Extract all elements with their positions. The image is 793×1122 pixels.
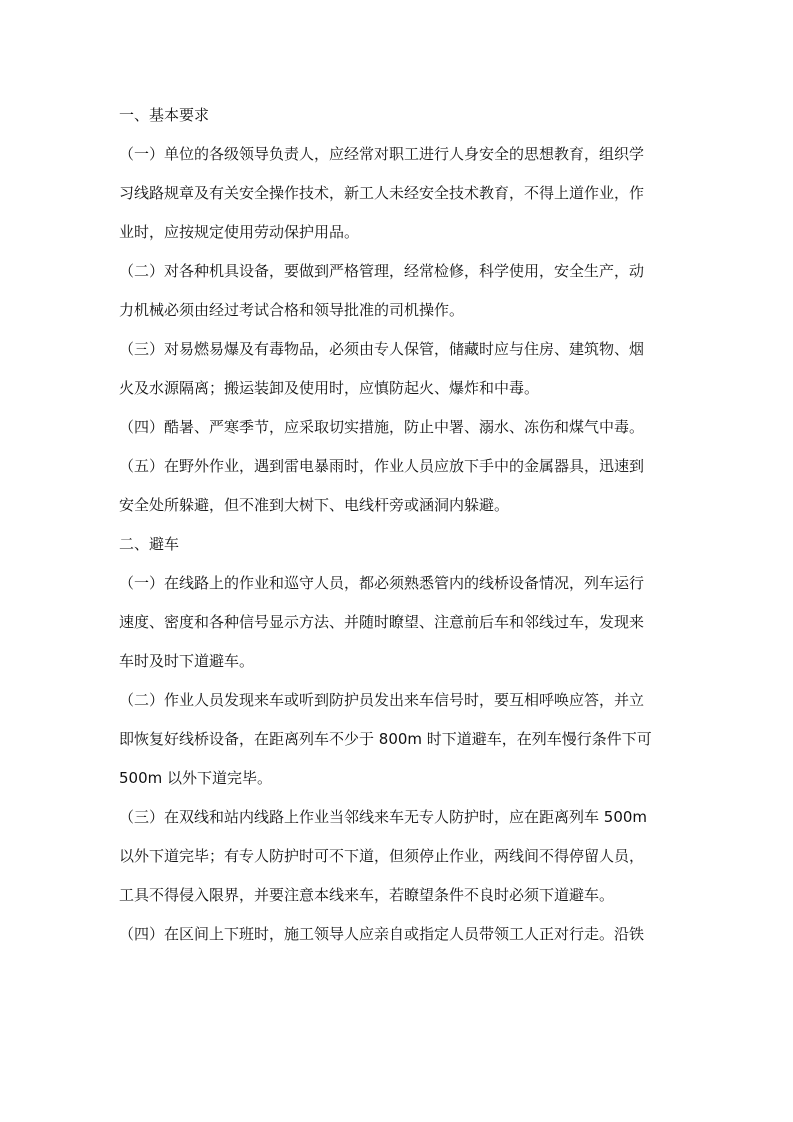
paragraph-line: （一）单位的各级领导负责人，应经常对职工进行人身安全的思想教育，组织学 (119, 145, 645, 163)
paragraph-line: 力机械必须由经过考试合格和领导批准的司机操作。 (119, 301, 465, 319)
paragraph (119, 257, 679, 335)
paragraph-line: 安全处所躲避，但不准到大树下、电线杆旁或涵洞内躲避。 (119, 496, 510, 514)
section-heading: 二、避车 (119, 535, 180, 553)
section-heading: 一、基本要求 (119, 106, 210, 124)
paragraph (119, 920, 679, 959)
paragraph-line: 车时及时下道避车。 (119, 652, 255, 670)
paragraph-line: 以外下道完毕；有专人防护时可不下道，但须停止作业，两线间不得停留人员， (119, 847, 645, 865)
paragraph (119, 335, 679, 413)
paragraph-line: （五）在野外作业，遇到雷电暴雨时，作业人员应放下手中的金属器具，迅速到 (119, 457, 645, 475)
paragraph (119, 569, 679, 686)
paragraph-line: 业时，应按规定使用劳动保护用品。 (119, 223, 360, 241)
paragraph (119, 803, 679, 920)
paragraph-line: （三）在双线和站内线路上作业当邻线来车无专人防护时，应在距离列车 500m (119, 808, 648, 826)
paragraph-line: （一）在线路上的作业和巡守人员，都必须熟悉管内的线桥设备情况，列车运行 (119, 574, 645, 592)
paragraph (119, 140, 679, 257)
paragraph-line: 工具不得侵入限界，并要注意本线来车，若瞭望条件不良时必须下道避车。 (119, 886, 615, 904)
paragraph (119, 686, 679, 803)
paragraph-line: 即恢复好线桥设备，在距离列车不少于 800m 时下道避车，在列车慢行条件下可 (119, 730, 652, 748)
document-body (119, 101, 679, 959)
paragraph-line: （三）对易燃易爆及有毒物品，必须由专人保管，储藏时应与住房、建筑物、烟 (119, 340, 645, 358)
paragraph-line: （二）对各种机具设备，要做到严格管理，经常检修，科学使用，安全生产，动 (119, 262, 645, 280)
paragraph-line: （四）酷暑、严寒季节，应采取切实措施，防止中署、溺水、冻伤和煤气中毒。 (119, 418, 645, 436)
paragraph-line: 500m 以外下道完毕。 (119, 769, 273, 787)
paragraph-line: 速度、密度和各种信号显示方法、并随时瞭望、注意前后车和邻线过车，发现来 (119, 613, 645, 631)
paragraph (119, 413, 679, 452)
paragraph-line: （四）在区间上下班时，施工领导人应亲自或指定人员带领工人正对行走。沿铁 (119, 925, 645, 943)
paragraph-line: 习线路规章及有关安全操作技术，新工人未经安全技术教育，不得上道作业，作 (119, 184, 645, 202)
paragraph-line: 火及水源隔离；搬运装卸及使用时，应慎防起火、爆炸和中毒。 (119, 379, 540, 397)
paragraph-line: （二）作业人员发现来车或听到防护员发出来车信号时，要互相呼唤应答，并立 (119, 691, 645, 709)
paragraph (119, 452, 679, 530)
